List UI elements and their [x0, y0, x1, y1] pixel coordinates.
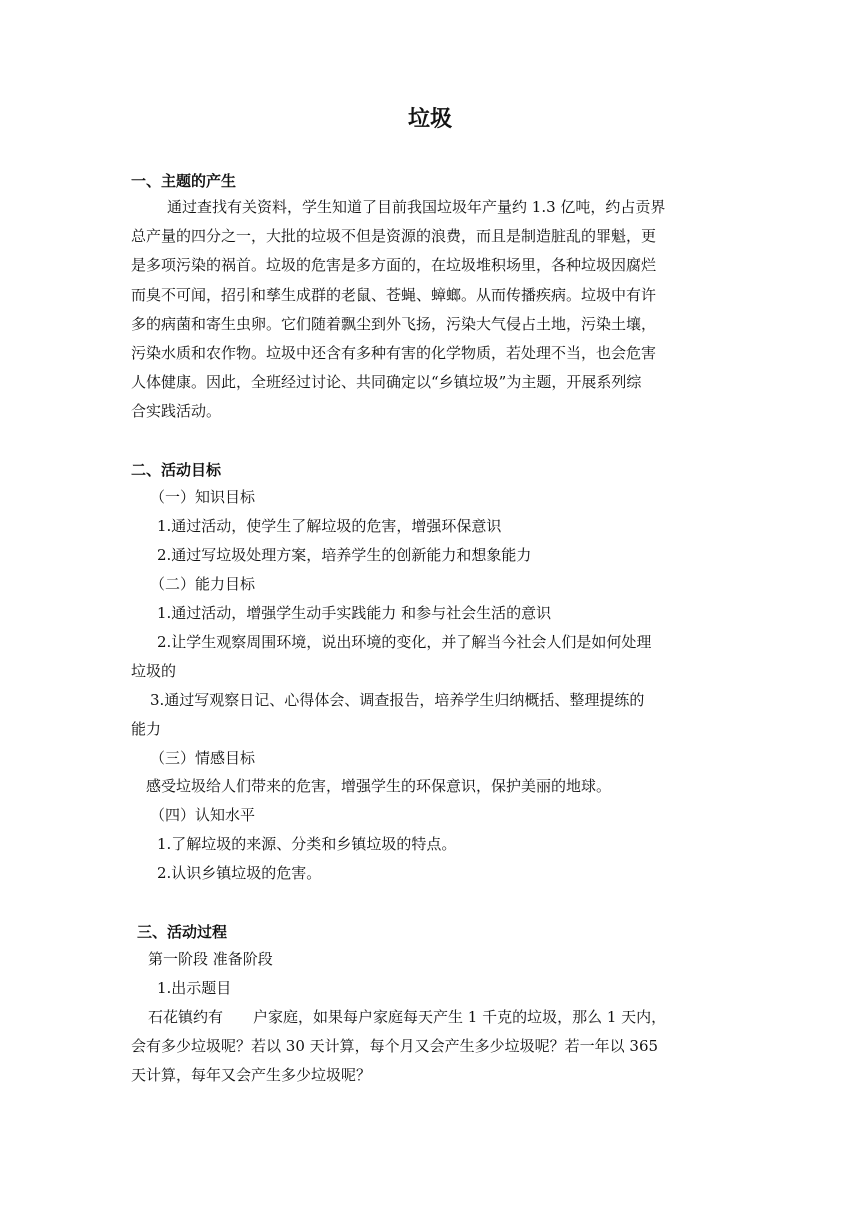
list-item: 1.通过活动，使学生了解垃圾的危害，增强环保意识: [157, 517, 502, 535]
list-item: 2.通过写垃圾处理方案，培养学生的创新能力和想象能力: [157, 546, 532, 564]
section-heading-topic-origin: 一、主题的产生: [131, 172, 237, 190]
list-item-continuation: 垃圾的: [131, 662, 177, 680]
section-heading-activity-goals: 二、活动目标: [131, 461, 222, 479]
problem-text: 石花镇约有 户家庭，如果每户家庭每天产生 1 千克的垃圾，那么 1 天内，: [148, 1008, 667, 1026]
paragraph-line: 总产量的四分之一，大批的垃圾不但是资源的浪费，而且是制造脏乱的罪魁，更: [131, 227, 657, 246]
subheading-emotional-goals: （三）情感目标: [150, 749, 256, 767]
problem-text: 天计算，每年又会产生多少垃圾呢？: [131, 1066, 372, 1084]
list-item: 1.了解垃圾的来源、分类和乡镇垃圾的特点。: [157, 835, 457, 853]
paragraph-line: 多的病菌和寄生虫卵。它们随着飘尘到外飞扬，污染大气侵占土地，污染土壤，: [131, 314, 657, 333]
list-item: 1.出示题目: [157, 979, 232, 997]
document-title: 垃圾: [407, 107, 452, 132]
list-item: 3.通过写观察日记、心得体会、调查报告，培养学生归纳概括、整理提练的: [150, 691, 645, 709]
subheading-ability-goals: （二）能力目标: [150, 575, 256, 593]
paragraph-line: 通过查找有关资料，学生知道了目前我国垃圾年产量约 1.3 亿吨，约占贡界: [167, 198, 666, 216]
list-item-continuation: 能力: [131, 720, 162, 738]
subheading-cognitive-level: （四）认知水平: [150, 806, 256, 824]
stage-heading: 第一阶段 准备阶段: [148, 950, 273, 968]
list-item: 2.认识乡镇垃圾的危害。: [157, 864, 322, 882]
list-item: 2.让学生观察周围环境，说出环境的变化，并了解当今社会人们是如何处理: [157, 633, 652, 651]
problem-text: 会有多少垃圾呢？若以 30 天计算，每个月又会产生多少垃圾呢？若一年以 365: [131, 1037, 659, 1055]
section1-paragraph: [131, 193, 731, 427]
list-item: 感受垃圾给人们带来的危害，增强学生的环保意识，保护美丽的地球。: [146, 777, 612, 795]
paragraph-line: 污染水质和农作物。垃圾中还含有多种有害的化学物质，若处理不当，也会危害: [131, 344, 657, 363]
paragraph-line: 人体健康。因此，全班经过讨论、共同确定以“乡镇垃圾”为主题，开展系列综: [131, 373, 642, 392]
subheading-knowledge-goals: （一）知识目标: [150, 488, 256, 506]
paragraph-line: 而臭不可闻，招引和孳生成群的老鼠、苍蝇、蟑螂。从而传播疾病。垃圾中有许: [131, 285, 657, 304]
section-heading-activity-process: 三、活动过程: [137, 923, 228, 941]
list-item: 1.通过活动，增强学生动手实践能力 和参与社会生活的意识: [157, 604, 552, 622]
paragraph-line: 合实践活动。: [131, 402, 222, 421]
paragraph-line: 是多项污染的祸首。垃圾的危害是多方面的，在垃圾堆积场里，各种垃圾因腐烂: [131, 256, 657, 275]
